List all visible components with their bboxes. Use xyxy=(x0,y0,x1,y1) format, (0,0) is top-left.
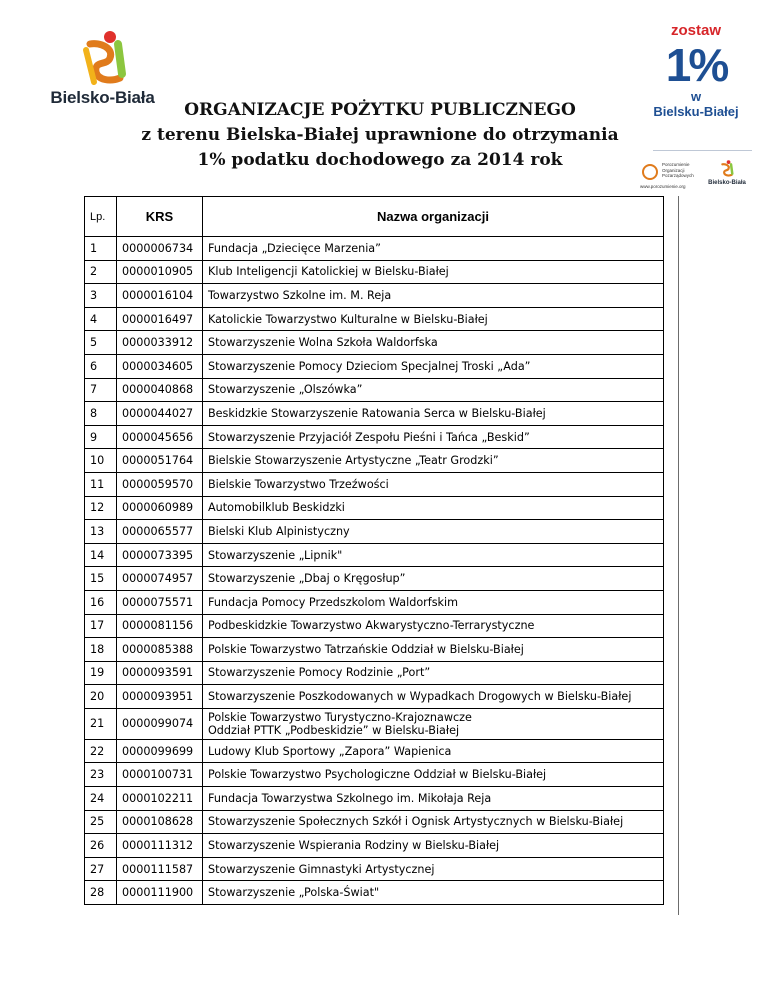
cell-krs: 0000016104 xyxy=(117,284,203,308)
cell-lp: 22 xyxy=(85,739,117,763)
cell-krs: 0000044027 xyxy=(117,402,203,426)
cell-name xyxy=(203,237,664,261)
cell-name xyxy=(203,685,664,709)
cell-krs: 0000006734 xyxy=(117,237,203,261)
cell-name xyxy=(203,472,664,496)
cell-lp: 8 xyxy=(85,402,117,426)
cell-lp: 18 xyxy=(85,638,117,662)
cell-name xyxy=(203,763,664,787)
cell-lp: 13 xyxy=(85,520,117,544)
title-line-3: 1% podatku dochodowego za 2014 rok xyxy=(197,150,563,170)
page-title xyxy=(120,98,640,173)
cell-krs: 0000093951 xyxy=(117,685,203,709)
cell-krs: 0000093591 xyxy=(117,661,203,685)
table-header-row xyxy=(85,197,664,237)
promo-line-4: Bielsku-Białej xyxy=(653,104,739,119)
promo-divider xyxy=(653,150,752,151)
table-row xyxy=(85,307,664,331)
cell-name xyxy=(203,496,664,520)
cell-name-line: Bielskie Stowarzyszenie Artystyczne „Teatr Grodzki” xyxy=(208,454,499,468)
table-row xyxy=(85,472,664,496)
header-krs: KRS xyxy=(117,197,203,237)
cell-lp: 1 xyxy=(85,237,117,261)
partner-logo xyxy=(640,158,694,190)
cell-lp: 26 xyxy=(85,834,117,858)
cell-krs: 0000065577 xyxy=(117,520,203,544)
table-row xyxy=(85,787,664,811)
cell-name-line: Stowarzyszenie Wolna Szkoła Waldorfska xyxy=(208,336,438,350)
cell-krs: 0000059570 xyxy=(117,472,203,496)
table-row xyxy=(85,685,664,709)
cell-name xyxy=(203,520,664,544)
cell-krs: 0000111900 xyxy=(117,881,203,905)
cell-name-line: Automobilklub Beskidzki xyxy=(208,501,345,515)
table-row xyxy=(85,661,664,685)
cell-lp: 21 xyxy=(85,708,117,739)
title-line-2: z terenu Bielska-Białej uprawnione do otrzymania xyxy=(141,125,619,145)
cell-krs: 0000010905 xyxy=(117,260,203,284)
cell-lp: 9 xyxy=(85,425,117,449)
table-row xyxy=(85,284,664,308)
cell-name-line: Stowarzyszenie Pomocy Rodzinie „Port” xyxy=(208,666,431,680)
cell-name xyxy=(203,425,664,449)
cell-name-line: Fundacja Towarzystwa Szkolnego im. Mikołaja Reja xyxy=(208,791,492,805)
cell-name-line: Stowarzyszenie Pomocy Dzieciom Specjalnej Troski „Ada” xyxy=(208,359,531,373)
city-logo-icon xyxy=(80,30,130,88)
cell-name xyxy=(203,638,664,662)
cell-name-line: Stowarzyszenie „Polska-Świat" xyxy=(208,886,380,900)
cell-krs: 0000111587 xyxy=(117,857,203,881)
cell-krs: 0000111312 xyxy=(117,834,203,858)
one-percent-promo xyxy=(640,22,752,142)
cell-name-line: Stowarzyszenie Społecznych Szkół i Ognisk Artystycznych w Bielsku-Białej xyxy=(208,815,624,829)
cell-name xyxy=(203,260,664,284)
cell-krs: 0000045656 xyxy=(117,425,203,449)
cell-krs: 0000034605 xyxy=(117,354,203,378)
cell-name xyxy=(203,834,664,858)
table-row xyxy=(85,834,664,858)
table-row xyxy=(85,810,664,834)
cell-name-line: Beskidzkie Stowarzyszenie Ratowania Serca w Bielsku-Białej xyxy=(208,406,546,420)
cell-lp: 2 xyxy=(85,260,117,284)
cell-name xyxy=(203,567,664,591)
cell-lp: 23 xyxy=(85,763,117,787)
cell-name xyxy=(203,331,664,355)
table-row xyxy=(85,449,664,473)
table-row xyxy=(85,763,664,787)
cell-name-line: Fundacja „Dziecięce Marzenia” xyxy=(208,241,381,255)
cell-lp: 11 xyxy=(85,472,117,496)
cell-lp: 14 xyxy=(85,543,117,567)
cell-name xyxy=(203,810,664,834)
cell-name xyxy=(203,284,664,308)
cell-name xyxy=(203,590,664,614)
cell-krs: 0000102211 xyxy=(117,787,203,811)
cell-name-line: Bielski Klub Alpinistyczny xyxy=(208,524,350,538)
table-row xyxy=(85,237,664,261)
cell-name-line: Katolickie Towarzystwo Kulturalne w Bielsku-Białej xyxy=(208,312,488,326)
cell-name-line: Stowarzyszenie „Dbaj o Kręgosłup” xyxy=(208,572,406,586)
cell-name-line: Stowarzyszenie Przyjaciół Zespołu Pieśni i Tańca „Beskid” xyxy=(208,430,530,444)
cell-krs: 0000081156 xyxy=(117,614,203,638)
cell-name-line: Towarzystwo Szkolne im. M. Reja xyxy=(208,288,392,302)
table-row xyxy=(85,567,664,591)
cell-name-line: Polskie Towarzystwo Turystyczno-Krajoznawcze xyxy=(208,710,472,724)
cell-lp: 17 xyxy=(85,614,117,638)
table-row xyxy=(85,331,664,355)
cell-lp: 15 xyxy=(85,567,117,591)
table-row xyxy=(85,543,664,567)
cell-krs: 0000074957 xyxy=(117,567,203,591)
cell-lp: 24 xyxy=(85,787,117,811)
table-row xyxy=(85,425,664,449)
cell-lp: 6 xyxy=(85,354,117,378)
cell-name-line: Fundacja Pomocy Przedszkolom Waldorfskim xyxy=(208,595,459,609)
cell-krs: 0000085388 xyxy=(117,638,203,662)
cell-name-line: Stowarzyszenie „Olszówka” xyxy=(208,383,363,397)
cell-krs: 0000051764 xyxy=(117,449,203,473)
cell-krs: 0000033912 xyxy=(117,331,203,355)
city-logo-name: Bielsko-Biała xyxy=(50,88,155,107)
promo-line-3: w xyxy=(690,89,702,104)
cell-lp: 3 xyxy=(85,284,117,308)
cell-krs: 0000060989 xyxy=(117,496,203,520)
cell-name-line: Stowarzyszenie Poszkodowanych w Wypadkach Drogowych w Bielsku-Białej xyxy=(208,690,632,704)
cell-lp: 16 xyxy=(85,590,117,614)
cell-krs: 0000099699 xyxy=(117,739,203,763)
cell-lp: 4 xyxy=(85,307,117,331)
cell-name xyxy=(203,708,664,739)
cell-name-line: Podbeskidzkie Towarzystwo Akwarystyczno-Terrarystyczne xyxy=(208,619,535,633)
cell-name xyxy=(203,307,664,331)
table-row xyxy=(85,520,664,544)
cell-name xyxy=(203,543,664,567)
cell-name-line: Polskie Towarzystwo Psychologiczne Oddział w Bielsku-Białej xyxy=(208,768,547,782)
city-logo-small-icon xyxy=(719,160,735,178)
cell-lp: 19 xyxy=(85,661,117,685)
cell-name-line: Ludowy Klub Sportowy „Zapora” Wapienica xyxy=(208,744,452,758)
cell-name xyxy=(203,378,664,402)
cell-name xyxy=(203,661,664,685)
cell-lp: 10 xyxy=(85,449,117,473)
table-row xyxy=(85,881,664,905)
cell-krs: 0000016497 xyxy=(117,307,203,331)
table-edge-shadow xyxy=(678,196,679,915)
promo-line-1: zostaw xyxy=(670,22,721,39)
cell-name-line: Stowarzyszenie „Lipnik" xyxy=(208,548,343,562)
promo-line-2: 1% xyxy=(665,39,727,91)
table-row xyxy=(85,739,664,763)
header-name: Nazwa organizacji xyxy=(203,197,664,237)
cell-name-line: Bielskie Towarzystwo Trzeźwości xyxy=(208,477,389,491)
table-row xyxy=(85,614,664,638)
cell-name-line: Stowarzyszenie Gimnastyki Artystycznej xyxy=(208,862,435,876)
cell-lp: 12 xyxy=(85,496,117,520)
cell-lp: 20 xyxy=(85,685,117,709)
cell-name xyxy=(203,857,664,881)
cell-krs: 0000108628 xyxy=(117,810,203,834)
cell-krs: 0000100731 xyxy=(117,763,203,787)
cell-krs: 0000073395 xyxy=(117,543,203,567)
table-row xyxy=(85,354,664,378)
cell-name-line: Polskie Towarzystwo Tatrzańskie Oddział w Bielsku-Białej xyxy=(208,642,524,656)
organizations-table xyxy=(84,196,664,905)
cell-name xyxy=(203,787,664,811)
cell-name xyxy=(203,614,664,638)
partner-logo-icon xyxy=(642,164,658,180)
cell-name-line: Stowarzyszenie Wspierania Rodziny w Bielsku-Białej xyxy=(208,839,500,853)
cell-krs: 0000075571 xyxy=(117,590,203,614)
cell-name xyxy=(203,449,664,473)
cell-name-line: Klub Inteligencji Katolickiej w Bielsku-Białej xyxy=(208,265,449,279)
title-line-1: ORGANIZACJE POŻYTKU PUBLICZNEGO xyxy=(184,100,576,120)
cell-name xyxy=(203,402,664,426)
cell-name xyxy=(203,881,664,905)
cell-lp: 7 xyxy=(85,378,117,402)
table-row xyxy=(85,378,664,402)
partner-name: Porozumienie Organizacji Pozarządowych xyxy=(662,162,694,178)
table-row xyxy=(85,402,664,426)
cell-lp: 27 xyxy=(85,857,117,881)
cell-name-line-2: Oddział PTTK „Podbeskidzie” w Bielsku-Białej xyxy=(208,723,460,737)
table-row xyxy=(85,260,664,284)
partner-web: www.porozumienie.org xyxy=(640,184,686,189)
table-row xyxy=(85,638,664,662)
cell-name xyxy=(203,739,664,763)
city-logo-small-name: Bielsko-Biała xyxy=(708,180,746,186)
cell-krs: 0000099074 xyxy=(117,708,203,739)
table-row xyxy=(85,496,664,520)
cell-lp: 5 xyxy=(85,331,117,355)
cell-lp: 25 xyxy=(85,810,117,834)
table-row xyxy=(85,590,664,614)
table-row xyxy=(85,857,664,881)
city-logo-small xyxy=(702,160,752,190)
table-row xyxy=(85,708,664,739)
cell-name xyxy=(203,354,664,378)
header-lp: Lp. xyxy=(85,197,117,237)
cell-lp: 28 xyxy=(85,881,117,905)
cell-krs: 0000040868 xyxy=(117,378,203,402)
